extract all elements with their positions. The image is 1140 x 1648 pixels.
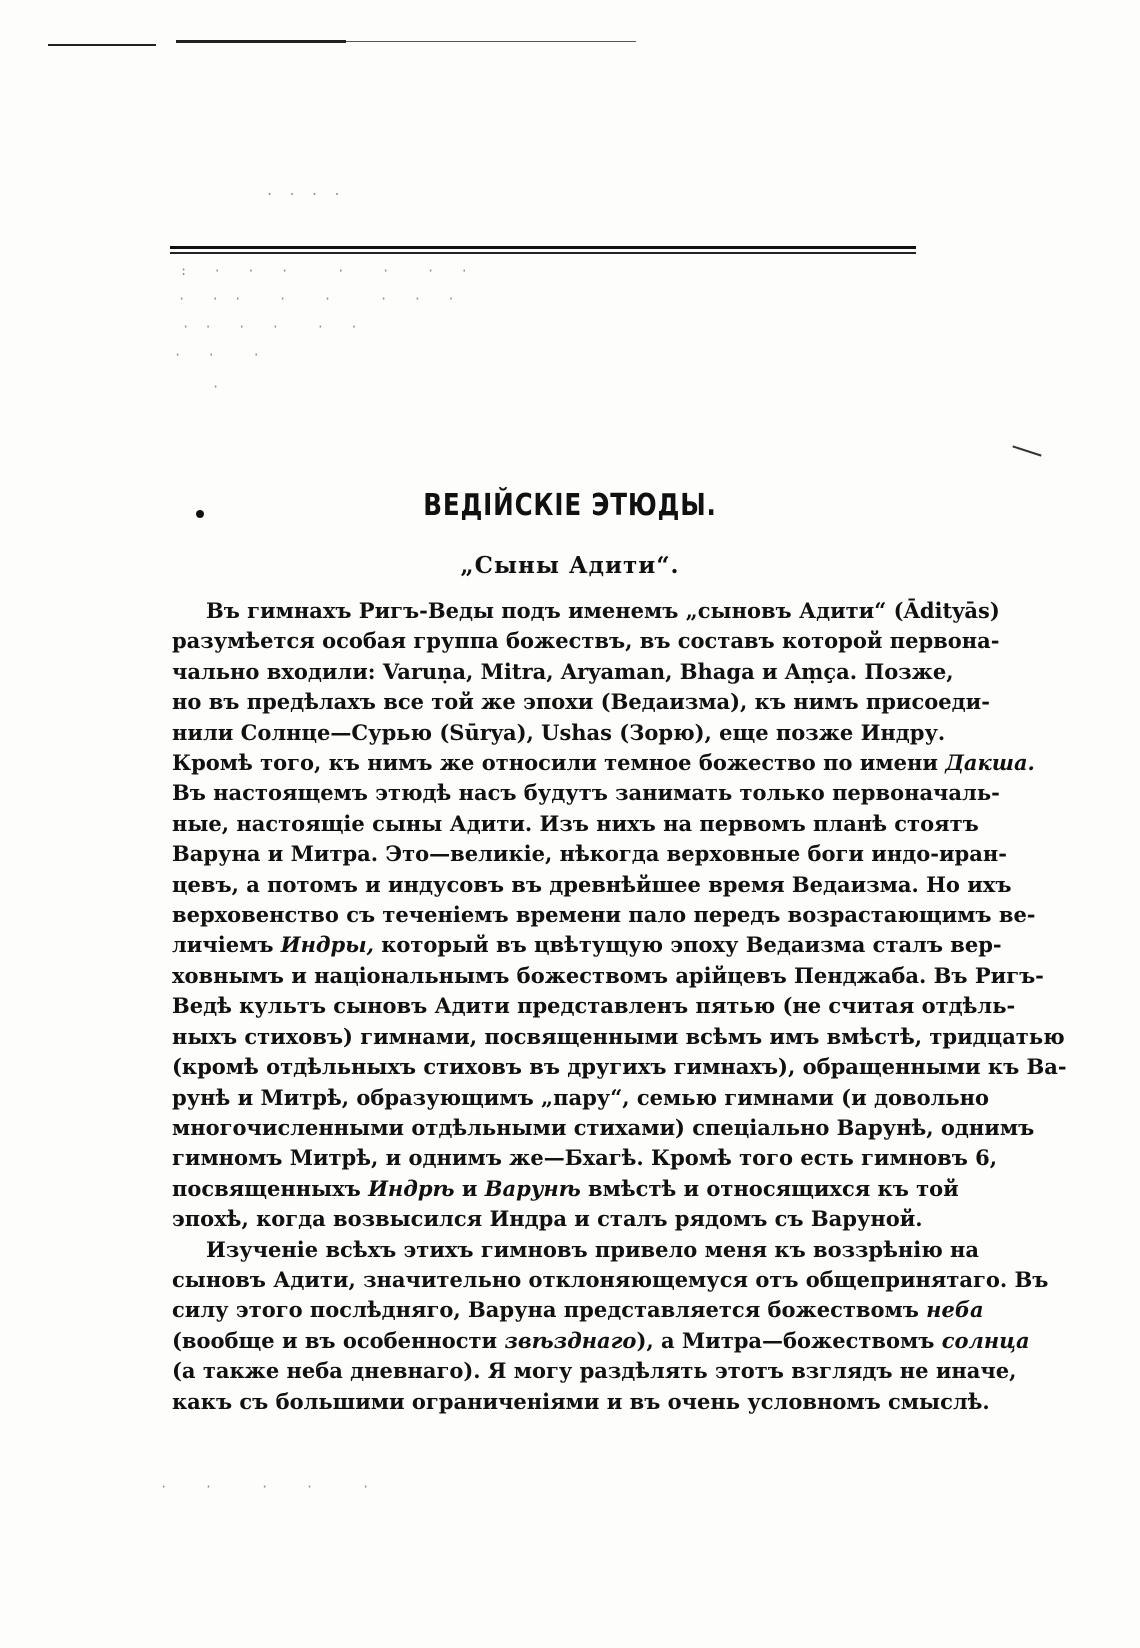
text-run: Въ гимнахъ Ригъ-Веды подъ именемъ „сыновъ Адити“ (Ādityās) xyxy=(206,598,1000,623)
text-run: ховнымъ и національнымъ божествомъ арійцевъ Пенджаба. Въ Ригъ- xyxy=(172,962,1044,988)
top-rule xyxy=(48,44,156,46)
text-line xyxy=(172,1143,998,1173)
italic-term: Индры, xyxy=(280,932,374,958)
text-run: Изученіе всѣхъ этихъ гимновъ привело меня къ воззрѣнію на xyxy=(206,1236,980,1262)
text-line xyxy=(172,657,954,687)
text-run: посвященныхъ xyxy=(172,1175,369,1201)
scan-speck: · · · xyxy=(174,348,264,362)
text-line xyxy=(172,809,979,839)
text-line xyxy=(172,778,1000,808)
text-run: (вообще и въ особенности xyxy=(172,1327,505,1353)
text-run: чально входили: Varuṇa, Mitra, Aryaman, Bhaga и Aṃça. Позже, xyxy=(172,658,954,684)
body-text xyxy=(172,596,1067,1417)
scan-speck: · · · · · xyxy=(160,1480,374,1494)
text-run: ные, настоящіе сыны Адити. Изъ нихъ на первомъ планѣ стоятъ xyxy=(172,810,979,836)
scan-speck: · · · · · · xyxy=(182,320,362,334)
text-run: который въ цвѣтущую эпоху Ведаизма сталъ вер- xyxy=(373,932,1002,958)
text-line xyxy=(172,1387,990,1417)
paragraph-1 xyxy=(172,596,1067,1235)
text-line xyxy=(172,687,990,717)
text-run: сыновъ Адити, значительно отклоняющемуся отъ общепринятаго. Въ xyxy=(172,1266,1049,1292)
header-rule xyxy=(170,246,916,249)
italic-term: неба xyxy=(926,1297,984,1323)
text-line xyxy=(172,1265,1049,1295)
text-line xyxy=(172,870,1012,900)
text-run: (кромѣ отдѣльныхъ стиховъ въ другихъ гимнахъ), обращенными къ Ва- xyxy=(172,1054,1067,1080)
top-rule xyxy=(346,41,636,42)
scan-speck: · · · · · · · · xyxy=(178,292,459,306)
text-run: нили Солнце—Сурью (Sūrya), Ushas (Зорю), еще позже Индру. xyxy=(172,719,946,745)
page-subtitle: „Сыны Адити“. xyxy=(460,552,680,579)
top-rule xyxy=(176,40,346,43)
text-run: ныхъ стиховъ) гимнами, посвященными всѣмъ имъ вмѣстѣ, тридцатью xyxy=(172,1023,1065,1049)
text-run: эпохѣ, когда возвысился Индра и сталъ рядомъ съ Варуной. xyxy=(172,1206,923,1232)
text-run: ), а Митра—божествомъ xyxy=(636,1327,942,1353)
text-line xyxy=(172,1295,984,1325)
text-run: Кромѣ того, къ нимъ же относили темное божество по имени xyxy=(172,750,946,776)
text-line xyxy=(172,596,1000,626)
header-rule xyxy=(170,252,916,254)
text-line xyxy=(172,1356,1017,1386)
text-run: цевъ, а потомъ и индусовъ въ древнѣйшее время Ведаизма. Но ихъ xyxy=(172,871,1012,897)
text-run: верховенство съ теченіемъ времени пало передъ возрастающимъ ве- xyxy=(172,902,1036,928)
text-run: личіемъ xyxy=(172,932,281,958)
text-run: какъ съ большими ограниченіями и въ очень условномъ смыслѣ. xyxy=(172,1388,990,1414)
italic-term: Индрѣ xyxy=(368,1175,455,1201)
page-title: ВЕДІЙСКІЕ ЭТЮДЫ. xyxy=(423,488,717,523)
text-line xyxy=(172,1326,1030,1356)
text-line xyxy=(172,1174,959,1204)
text-run: Ведѣ культъ сыновъ Адити представленъ пятью (не считая отдѣль- xyxy=(172,993,1016,1019)
text-line xyxy=(172,961,1044,991)
text-run: но въ предѣлахъ все той же эпохи (Ведаизма), къ нимъ присоеди- xyxy=(172,689,990,715)
margin-mark xyxy=(1012,445,1041,456)
italic-term: звѣзднаго xyxy=(504,1327,637,1353)
text-run: (а также неба дневнаго). Я могу раздѣлять этотъ взглядъ не иначе, xyxy=(172,1358,1017,1384)
text-run: Въ настоящемъ этюдѣ насъ будутъ занимать только первоначаль- xyxy=(172,780,1000,806)
text-line xyxy=(172,900,1036,930)
text-line xyxy=(172,1113,1035,1143)
text-run: многочисленными отдѣльными стихами) спеціально Варунѣ, однимъ xyxy=(172,1114,1035,1140)
italic-term: Варунѣ xyxy=(484,1175,581,1201)
text-run: гимномъ Митрѣ, и однимъ же—Бхагѣ. Кромѣ того есть гимновъ 6, xyxy=(172,1145,998,1171)
italic-term: Дакша. xyxy=(945,750,1035,776)
text-line xyxy=(172,626,1000,656)
text-line xyxy=(172,1204,923,1234)
text-run: и xyxy=(454,1175,485,1201)
italic-term: солнца xyxy=(941,1327,1030,1353)
text-line xyxy=(172,1083,990,1113)
text-run: разумѣется особая группа божествъ, въ составъ которой первона- xyxy=(172,628,1000,654)
text-line xyxy=(172,930,1002,960)
text-line xyxy=(172,1052,1067,1082)
text-line xyxy=(172,839,1007,869)
text-line xyxy=(172,718,946,748)
text-line xyxy=(172,1235,980,1265)
text-run: силу этого послѣдняго, Варуна представляется божествомъ xyxy=(172,1297,927,1323)
text-line xyxy=(172,991,1016,1021)
scan-speck: . . . . xyxy=(266,184,345,198)
text-run: рунѣ и Митрѣ, образующимъ „пару“, семью гимнами (и довольно xyxy=(172,1084,990,1110)
text-line xyxy=(172,748,1035,778)
text-run: Варуна и Митра. Это—великіе, нѣкогда верховные боги индо-иран- xyxy=(172,841,1007,867)
scan-speck: · xyxy=(212,380,224,394)
scan-speck: : · · · · · · · xyxy=(180,264,472,278)
text-line xyxy=(172,1022,1065,1052)
paragraph-2 xyxy=(172,1235,1049,1417)
text-run: вмѣстѣ и относящихся къ той xyxy=(580,1175,959,1201)
